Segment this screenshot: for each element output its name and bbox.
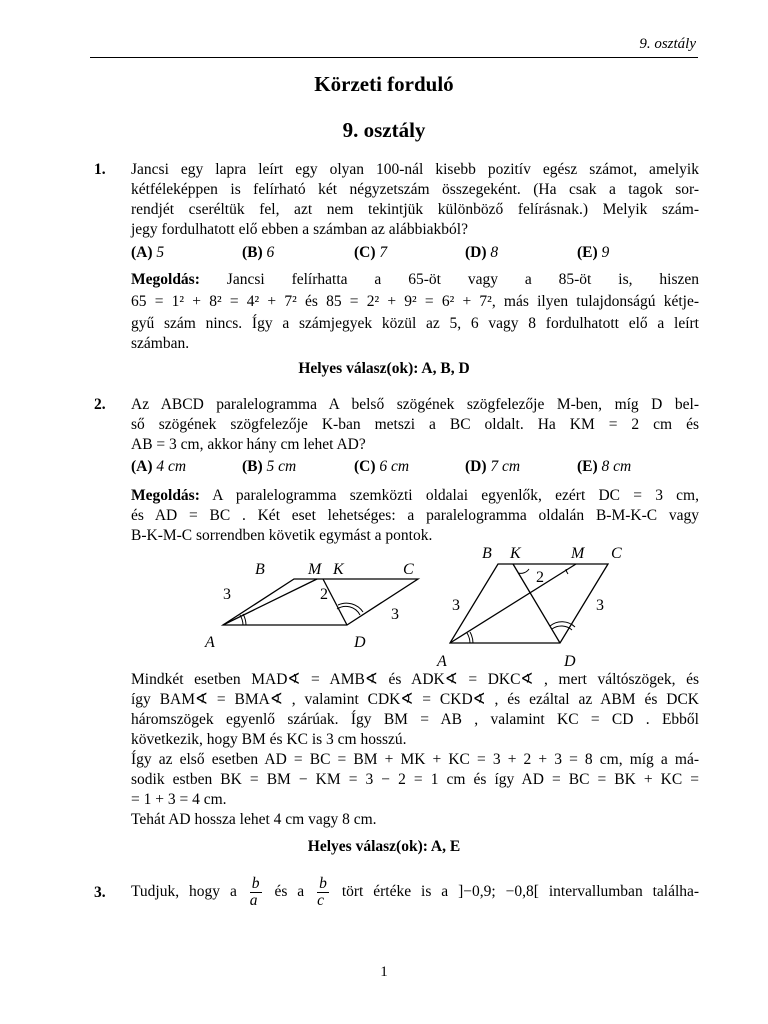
problem-1-line: jegy fordulhatott elő ebben a számban az alábbiakból? <box>131 221 468 238</box>
label-a: A <box>205 634 215 651</box>
parallelogram-figure-2 <box>430 542 630 672</box>
option-e: (E) 9 <box>577 244 610 261</box>
label-d: D <box>354 634 366 651</box>
length-3-right: 3 <box>596 597 604 614</box>
problem-2-explanation: Mindkét esetben MAD∢ = AMB∢ és ADK∢ = DKC∢ , mert váltószögek, és így BAM∢ = BMA∢ , valamint CDK∢ = CKD∢ , és ezáltal az ABM és DCK háromszögek egyenlő szárúak. Így BM = AB , valamint KC = CD . Ebből következik, hogy BM és KC is 3 cm hosszú. Így az első esetben AD = BC = BM + MK + KC = 3 + 2 + 3 = 8 cm, míg a má- sodik estben BK = BM − KM = 3 − 2 = 1 cm és így AD = BC = BK + KC = = 1 + 3 = 4 cm. Tehát AD hossza lehet 4 cm vagy 8 cm. <box>131 671 699 828</box>
problem-1-number: 1. <box>94 161 106 178</box>
label-m: M <box>308 561 322 578</box>
label-d: D <box>564 653 576 670</box>
header-rule <box>90 57 698 58</box>
label-m: M <box>571 545 585 562</box>
option-d: (D) 8 <box>465 244 499 261</box>
problem-2-solution: Megoldás: A paralelogramma szemközti oldalai egyenlők, ezért DC = 3 cm, és AD = BC . Két eset lehetséges: a paralelogramma oldalán B-M-K-C vagy B-K-M-C sorrendben követik egymást a pontok. <box>131 487 699 544</box>
label-k: K <box>333 561 344 578</box>
problem-2-text <box>131 395 699 455</box>
problem-3-number: 3. <box>94 884 106 901</box>
length-2: 2 <box>320 586 328 603</box>
interval: ]−0,9; −0,8[ <box>458 883 539 900</box>
label-b: B <box>255 561 265 578</box>
label-k: K <box>510 545 521 562</box>
problem-1-text <box>131 160 699 240</box>
length-3-left: 3 <box>452 597 460 614</box>
option-d: (D) 7 cm <box>465 458 521 475</box>
label-c: C <box>403 561 414 578</box>
option-e: (E) 8 cm <box>577 458 632 475</box>
fraction-b-over-c: $\frac{b}{c}$ <box>317 874 327 909</box>
option-c: (C) 7 <box>354 244 388 261</box>
problem-1-answer: Helyes válasz(ok): A, B, D <box>298 360 470 377</box>
fraction-b-over-a: $\frac{b}{a}$ <box>249 874 260 909</box>
problem-1-line: kétféleképpen is felírható két négyzetszám összegeként. (Ha csak a tagok sor- <box>131 181 699 198</box>
solution-label: Megoldás: <box>131 271 200 288</box>
page-number: 1 <box>380 964 388 980</box>
page-subtitle: 9. osztály <box>342 118 426 142</box>
problem-2-line: AB = 3 cm, akkor hány cm lehet AD? <box>131 436 366 453</box>
header-grade: 9. osztály <box>639 36 696 52</box>
label-c: C <box>611 545 622 562</box>
length-3-left: 3 <box>223 586 231 603</box>
problem-1-line: rendjét cseréltük fel, azt nem tekintjük különböző felírásnak.) Melyik szám- <box>131 201 699 218</box>
problem-2-line: Az ABCD paralelogramma A belső szögének szögfelezője M-ben, míg D bel- <box>131 396 699 413</box>
length-3-right: 3 <box>391 606 399 623</box>
option-c: (C) 6 cm <box>354 458 410 475</box>
length-2: 2 <box>536 569 544 586</box>
option-a: (A) 4 cm <box>131 458 187 475</box>
label-b: B <box>482 545 492 562</box>
problem-2-number: 2. <box>94 396 106 413</box>
equation-65: 65 = 1² + 8² = 4² + 7² <box>131 293 297 310</box>
equation-85: 85 = 2² + 9² = 6² + 7² <box>326 293 492 310</box>
problem-2-answer: Helyes válasz(ok): A, E <box>307 838 461 855</box>
problem-1-line: Jancsi egy lapra leírt egy olyan 100-nál kisebb pozitív egész számot, amelyik <box>131 161 699 178</box>
parallelogram-figure-1 <box>200 555 430 655</box>
problem-2-line: ső szögének szögfelezője K-ban metszi a BC oldalt. Ha KM = 2 cm és <box>131 416 699 433</box>
problem-3-text: Tudjuk, hogy a $\frac{b}{a}$ és a $\frac{b}{c}$ tört értéke is a ]−0,9; −0,8[ intervallumban találha- <box>131 874 700 909</box>
option-b: (B) 6 <box>242 244 275 261</box>
option-a: (A) 5 <box>131 244 165 261</box>
label-a: A <box>437 653 447 670</box>
page-title: Körzeti forduló <box>314 72 454 96</box>
option-b: (B) 5 cm <box>242 458 297 475</box>
problem-1-solution: Megoldás: Jancsi felírhatta a 65-öt vagy a 85-öt is, hiszen 65 = 1² + 8² = 4² + 7² és 85 = 2² + 9² = 6² + 7², más ilyen tulajdonságú kétje- gyű szám nincs. Így a számjegyek közül az 5, 6 vagy 8 fordulhatott elő a leírt számban. <box>131 271 699 352</box>
solution-label: Megoldás: <box>131 487 200 504</box>
